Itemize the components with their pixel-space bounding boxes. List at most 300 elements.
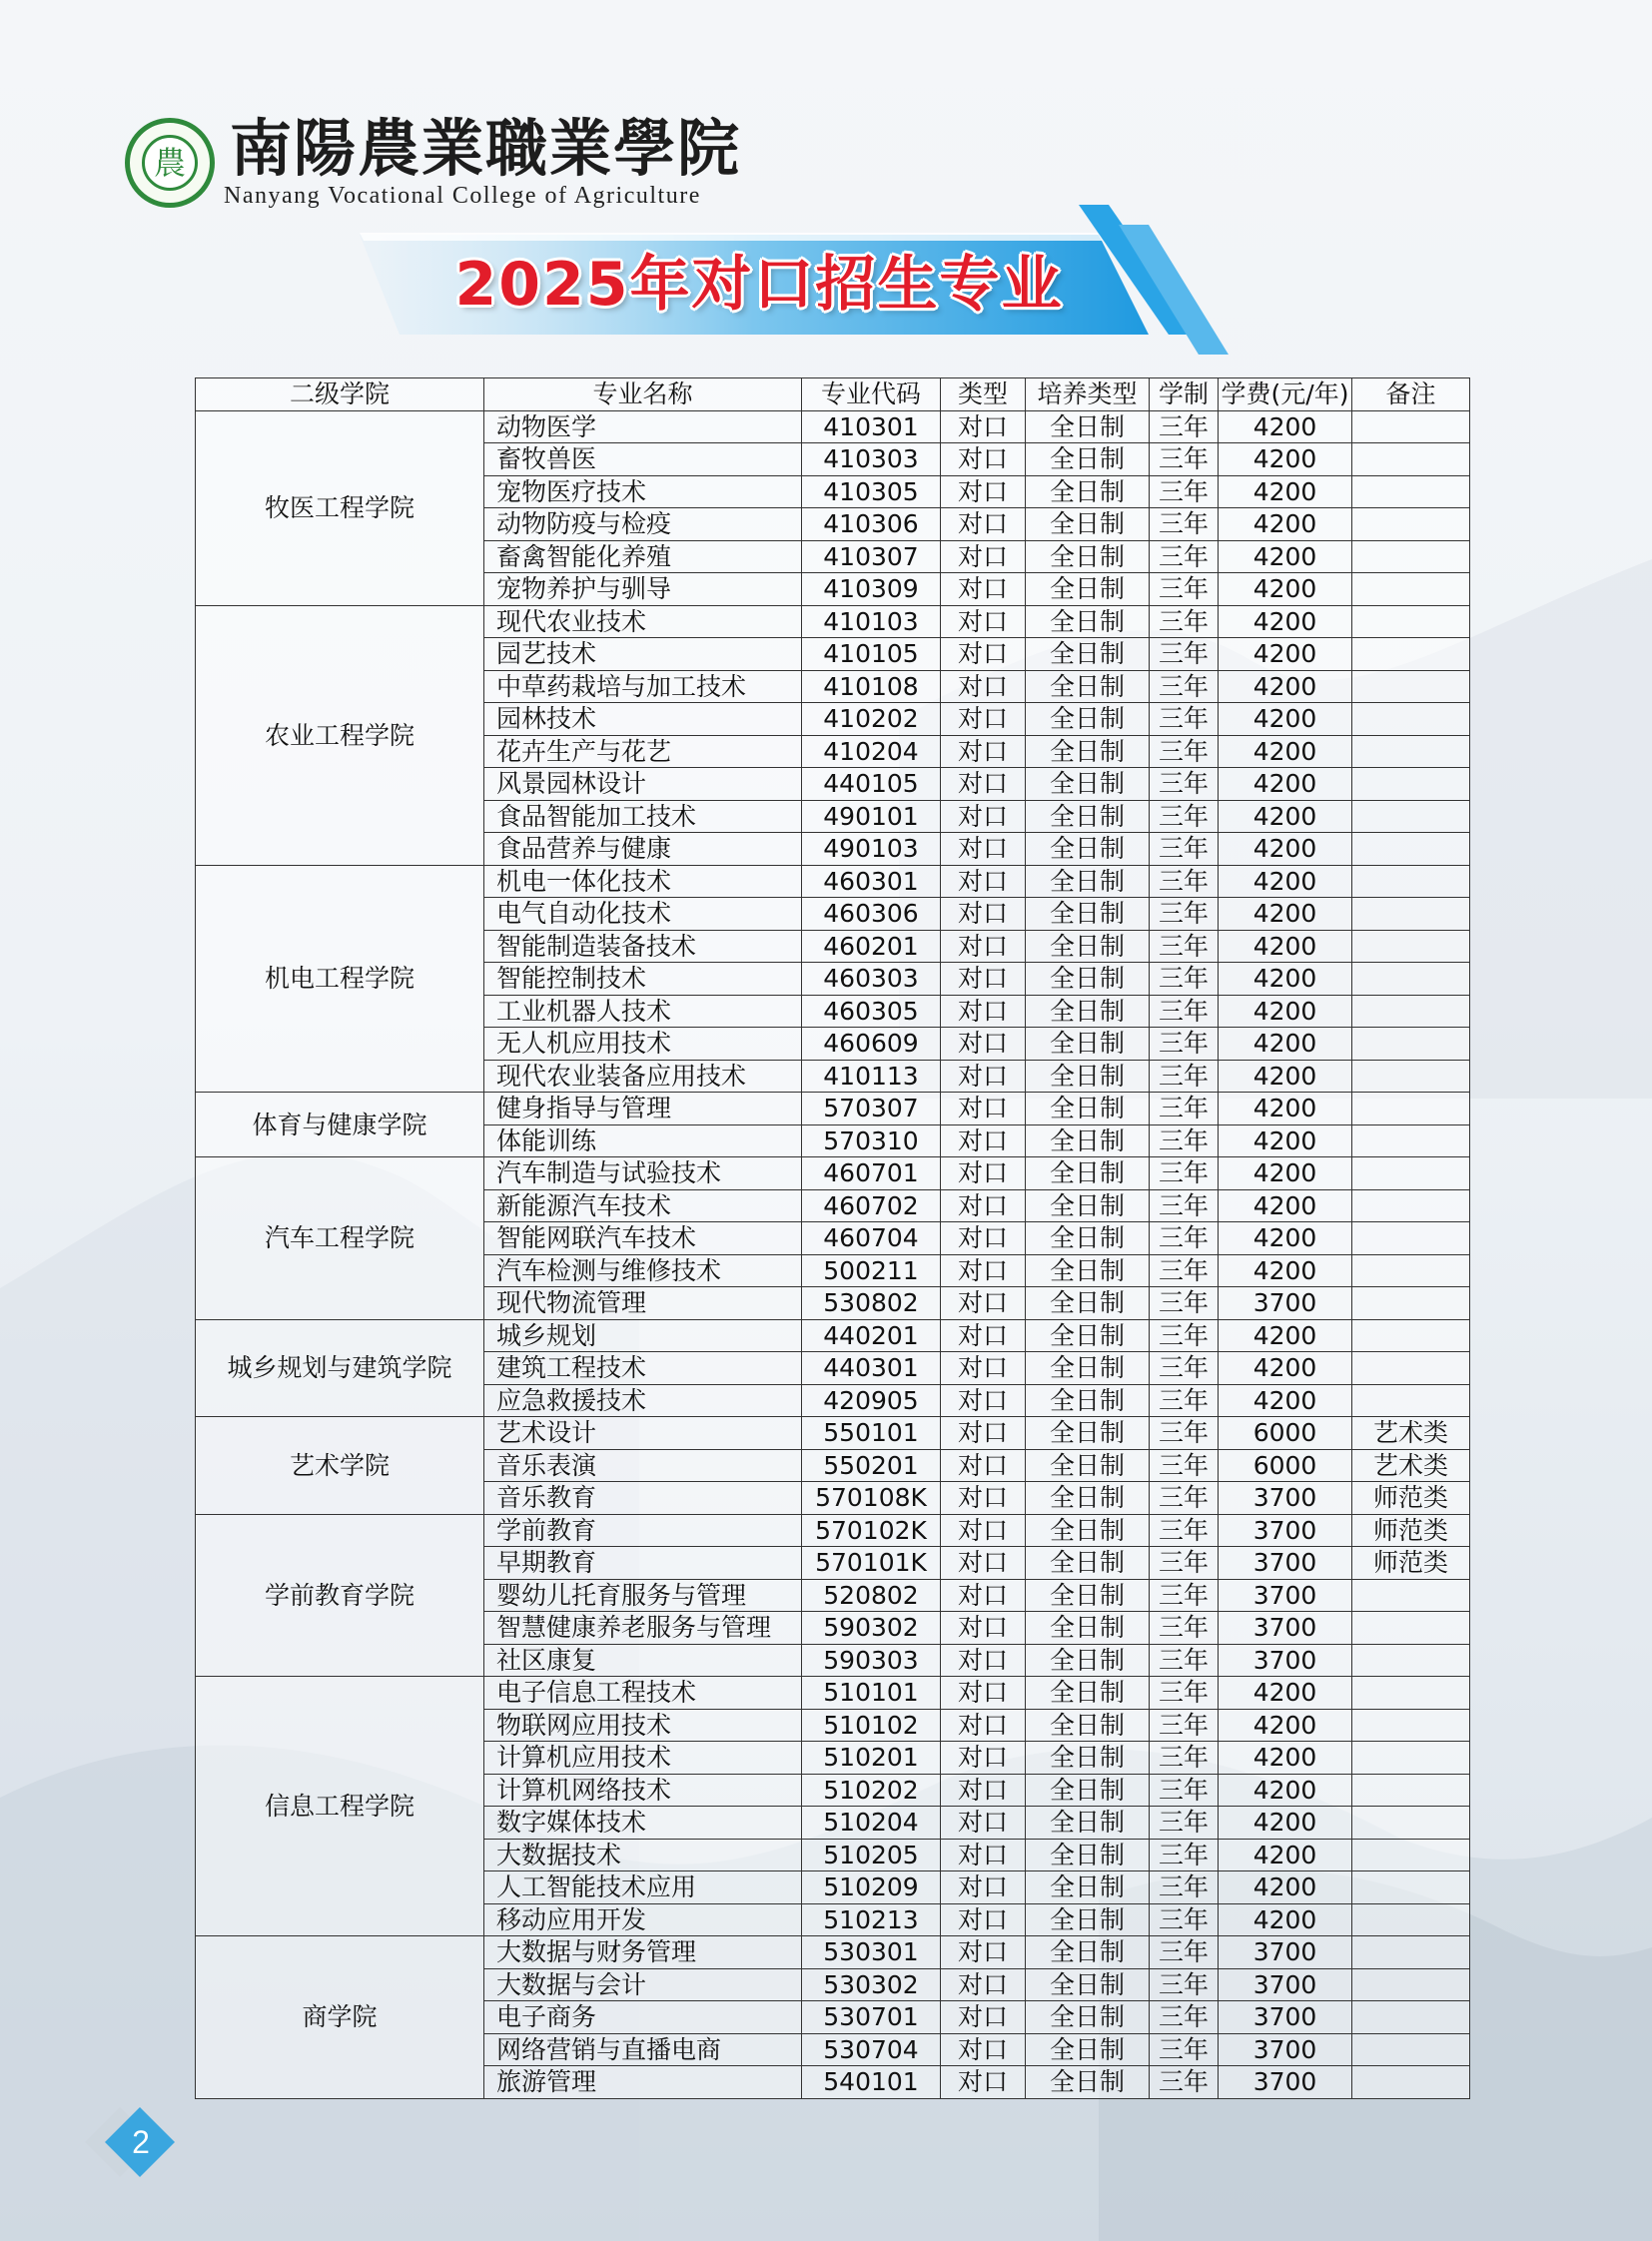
major-remark-cell xyxy=(1352,1677,1470,1710)
college-logo xyxy=(125,118,215,208)
major-name-cell: 电气自动化技术 xyxy=(484,898,802,931)
major-name-cell: 数字媒体技术 xyxy=(484,1807,802,1840)
major-training-cell: 全日制 xyxy=(1026,1319,1150,1352)
header-type: 类型 xyxy=(941,378,1026,411)
major-training-cell: 全日制 xyxy=(1026,1871,1150,1904)
table-row xyxy=(196,1514,1470,1547)
major-type-cell: 对口 xyxy=(941,1028,1026,1061)
major-type-cell: 对口 xyxy=(941,800,1026,833)
major-duration-cell: 三年 xyxy=(1150,865,1219,898)
table-row xyxy=(196,1157,1470,1190)
major-type-cell: 对口 xyxy=(941,1579,1026,1612)
major-tuition-cell: 4200 xyxy=(1219,1189,1352,1222)
major-name-cell: 大数据与财务管理 xyxy=(484,1936,802,1969)
major-tuition-cell: 4200 xyxy=(1219,1384,1352,1417)
major-tuition-cell: 4200 xyxy=(1219,1060,1352,1093)
major-code-cell: 510101 xyxy=(802,1677,941,1710)
major-tuition-cell: 3700 xyxy=(1219,2066,1352,2099)
major-remark-cell: 师范类 xyxy=(1352,1547,1470,1580)
major-code-cell: 530704 xyxy=(802,2033,941,2066)
major-name-cell: 宠物医疗技术 xyxy=(484,475,802,508)
major-tuition-cell: 3700 xyxy=(1219,1514,1352,1547)
major-remark-cell xyxy=(1352,638,1470,671)
header-college: 二级学院 xyxy=(196,378,484,411)
major-name-cell: 无人机应用技术 xyxy=(484,1028,802,1061)
major-code-cell: 490103 xyxy=(802,833,941,866)
major-code-cell: 510204 xyxy=(802,1807,941,1840)
major-remark-cell xyxy=(1352,670,1470,703)
major-code-cell: 420905 xyxy=(802,1384,941,1417)
major-name-cell: 机电一体化技术 xyxy=(484,865,802,898)
major-training-cell: 全日制 xyxy=(1026,1287,1150,1320)
major-tuition-cell: 4200 xyxy=(1219,443,1352,476)
major-training-cell: 全日制 xyxy=(1026,735,1150,768)
major-type-cell: 对口 xyxy=(941,475,1026,508)
major-code-cell: 410105 xyxy=(802,638,941,671)
major-tuition-cell: 4200 xyxy=(1219,508,1352,541)
major-code-cell: 530701 xyxy=(802,2001,941,2034)
major-remark-cell xyxy=(1352,1579,1470,1612)
major-duration-cell: 三年 xyxy=(1150,410,1219,443)
major-tuition-cell: 4200 xyxy=(1219,1352,1352,1385)
major-name-cell: 汽车检测与维修技术 xyxy=(484,1254,802,1287)
major-remark-cell xyxy=(1352,2001,1470,2034)
major-code-cell: 530302 xyxy=(802,1968,941,2001)
major-type-cell: 对口 xyxy=(941,2033,1026,2066)
major-name-cell: 旅游管理 xyxy=(484,2066,802,2099)
major-training-cell: 全日制 xyxy=(1026,1514,1150,1547)
major-tuition-cell: 3700 xyxy=(1219,1579,1352,1612)
major-type-cell: 对口 xyxy=(941,638,1026,671)
header-major-code: 专业代码 xyxy=(802,378,941,411)
major-remark-cell xyxy=(1352,1093,1470,1125)
major-type-cell: 对口 xyxy=(941,508,1026,541)
major-tuition-cell: 6000 xyxy=(1219,1449,1352,1482)
major-tuition-cell: 4200 xyxy=(1219,1254,1352,1287)
college-name-cn: 南陽農業職業學院 xyxy=(230,112,742,185)
major-training-cell: 全日制 xyxy=(1026,865,1150,898)
major-tuition-cell: 4200 xyxy=(1219,1871,1352,1904)
major-name-cell: 婴幼儿托育服务与管理 xyxy=(484,1579,802,1612)
major-training-cell: 全日制 xyxy=(1026,1774,1150,1807)
major-type-cell: 对口 xyxy=(941,2001,1026,2034)
major-name-cell: 物联网应用技术 xyxy=(484,1709,802,1742)
major-tuition-cell: 4200 xyxy=(1219,1124,1352,1157)
major-tuition-cell: 3700 xyxy=(1219,1968,1352,2001)
major-name-cell: 智慧健康养老服务与管理 xyxy=(484,1612,802,1645)
major-training-cell: 全日制 xyxy=(1026,1254,1150,1287)
major-training-cell: 全日制 xyxy=(1026,2066,1150,2099)
college-cell: 城乡规划与建筑学院 xyxy=(196,1319,484,1417)
major-code-cell: 410108 xyxy=(802,670,941,703)
major-tuition-cell: 3700 xyxy=(1219,1644,1352,1677)
major-tuition-cell: 4200 xyxy=(1219,1319,1352,1352)
major-remark-cell xyxy=(1352,768,1470,801)
major-name-cell: 计算机应用技术 xyxy=(484,1742,802,1775)
major-remark-cell xyxy=(1352,833,1470,866)
major-name-cell: 大数据技术 xyxy=(484,1839,802,1871)
major-type-cell: 对口 xyxy=(941,1514,1026,1547)
major-code-cell: 570102K xyxy=(802,1514,941,1547)
major-tuition-cell: 4200 xyxy=(1219,930,1352,963)
major-training-cell: 全日制 xyxy=(1026,1807,1150,1840)
major-tuition-cell: 3700 xyxy=(1219,1547,1352,1580)
major-name-cell: 园艺技术 xyxy=(484,638,802,671)
major-remark-cell xyxy=(1352,1644,1470,1677)
major-code-cell: 540101 xyxy=(802,2066,941,2099)
header-training-type: 培养类型 xyxy=(1026,378,1150,411)
major-duration-cell: 三年 xyxy=(1150,930,1219,963)
major-duration-cell: 三年 xyxy=(1150,1319,1219,1352)
major-code-cell: 440105 xyxy=(802,768,941,801)
major-name-cell: 建筑工程技术 xyxy=(484,1352,802,1385)
major-duration-cell: 三年 xyxy=(1150,1254,1219,1287)
major-training-cell: 全日制 xyxy=(1026,1417,1150,1450)
major-name-cell: 畜禽智能化养殖 xyxy=(484,540,802,573)
college-name-en: Nanyang Vocational College of Agriculture xyxy=(224,183,701,209)
major-tuition-cell: 4200 xyxy=(1219,638,1352,671)
major-duration-cell: 三年 xyxy=(1150,1579,1219,1612)
major-code-cell: 460303 xyxy=(802,963,941,996)
major-type-cell: 对口 xyxy=(941,833,1026,866)
major-training-cell: 全日制 xyxy=(1026,1093,1150,1125)
major-type-cell: 对口 xyxy=(941,1157,1026,1190)
major-tuition-cell: 3700 xyxy=(1219,2001,1352,2034)
header-duration: 学制 xyxy=(1150,378,1219,411)
major-code-cell: 460704 xyxy=(802,1222,941,1255)
major-code-cell: 510201 xyxy=(802,1742,941,1775)
major-remark-cell: 师范类 xyxy=(1352,1514,1470,1547)
college-cell: 体育与健康学院 xyxy=(196,1093,484,1157)
major-remark-cell xyxy=(1352,1028,1470,1061)
major-name-cell: 网络营销与直播电商 xyxy=(484,2033,802,2066)
major-name-cell: 电子信息工程技术 xyxy=(484,1677,802,1710)
major-remark-cell xyxy=(1352,1222,1470,1255)
major-name-cell: 现代物流管理 xyxy=(484,1287,802,1320)
college-cell: 牧医工程学院 xyxy=(196,410,484,605)
major-name-cell: 风景园林设计 xyxy=(484,768,802,801)
major-remark-cell xyxy=(1352,963,1470,996)
major-duration-cell: 三年 xyxy=(1150,963,1219,996)
major-training-cell: 全日制 xyxy=(1026,475,1150,508)
major-type-cell: 对口 xyxy=(941,1124,1026,1157)
major-name-cell: 动物防疫与检疫 xyxy=(484,508,802,541)
major-type-cell: 对口 xyxy=(941,1482,1026,1515)
major-duration-cell: 三年 xyxy=(1150,833,1219,866)
major-name-cell: 早期教育 xyxy=(484,1547,802,1580)
major-training-cell: 全日制 xyxy=(1026,898,1150,931)
major-name-cell: 畜牧兽医 xyxy=(484,443,802,476)
major-remark-cell xyxy=(1352,443,1470,476)
major-type-cell: 对口 xyxy=(941,1449,1026,1482)
major-remark-cell xyxy=(1352,1352,1470,1385)
major-tuition-cell: 3700 xyxy=(1219,1936,1352,1969)
major-type-cell: 对口 xyxy=(941,1644,1026,1677)
major-remark-cell xyxy=(1352,800,1470,833)
major-training-cell: 全日制 xyxy=(1026,1352,1150,1385)
major-type-cell: 对口 xyxy=(941,1189,1026,1222)
major-training-cell: 全日制 xyxy=(1026,930,1150,963)
major-type-cell: 对口 xyxy=(941,1936,1026,1969)
major-duration-cell: 三年 xyxy=(1150,670,1219,703)
major-duration-cell: 三年 xyxy=(1150,1093,1219,1125)
major-type-cell: 对口 xyxy=(941,1677,1026,1710)
table-row xyxy=(196,1319,1470,1352)
major-name-cell: 工业机器人技术 xyxy=(484,995,802,1028)
major-training-cell: 全日制 xyxy=(1026,1384,1150,1417)
college-cell: 汽车工程学院 xyxy=(196,1157,484,1320)
major-duration-cell: 三年 xyxy=(1150,540,1219,573)
major-training-cell: 全日制 xyxy=(1026,1968,1150,2001)
major-duration-cell: 三年 xyxy=(1150,1157,1219,1190)
major-name-cell: 宠物养护与驯导 xyxy=(484,573,802,606)
major-tuition-cell: 4200 xyxy=(1219,1677,1352,1710)
major-name-cell: 智能制造装备技术 xyxy=(484,930,802,963)
major-training-cell: 全日制 xyxy=(1026,410,1150,443)
major-code-cell: 510202 xyxy=(802,1774,941,1807)
major-code-cell: 510205 xyxy=(802,1839,941,1871)
major-code-cell: 410202 xyxy=(802,703,941,736)
major-code-cell: 500211 xyxy=(802,1254,941,1287)
major-training-cell: 全日制 xyxy=(1026,703,1150,736)
table-row xyxy=(196,1677,1470,1710)
major-remark-cell xyxy=(1352,475,1470,508)
major-name-cell: 汽车制造与试验技术 xyxy=(484,1157,802,1190)
major-tuition-cell: 4200 xyxy=(1219,475,1352,508)
major-remark-cell xyxy=(1352,1254,1470,1287)
major-code-cell: 460201 xyxy=(802,930,941,963)
major-remark-cell xyxy=(1352,1968,1470,2001)
major-tuition-cell: 3700 xyxy=(1219,1482,1352,1515)
major-training-cell: 全日制 xyxy=(1026,1157,1150,1190)
major-tuition-cell: 4200 xyxy=(1219,1742,1352,1775)
major-tuition-cell: 4200 xyxy=(1219,703,1352,736)
college-cell: 学前教育学院 xyxy=(196,1514,484,1677)
major-type-cell: 对口 xyxy=(941,1319,1026,1352)
major-type-cell: 对口 xyxy=(941,1612,1026,1645)
major-training-cell: 全日制 xyxy=(1026,1449,1150,1482)
major-name-cell: 现代农业装备应用技术 xyxy=(484,1060,802,1093)
major-training-cell: 全日制 xyxy=(1026,1677,1150,1710)
major-duration-cell: 三年 xyxy=(1150,2001,1219,2034)
major-training-cell: 全日制 xyxy=(1026,1612,1150,1645)
major-name-cell: 园林技术 xyxy=(484,703,802,736)
major-duration-cell: 三年 xyxy=(1150,1774,1219,1807)
major-code-cell: 460301 xyxy=(802,865,941,898)
major-remark-cell xyxy=(1352,573,1470,606)
major-remark-cell xyxy=(1352,1709,1470,1742)
major-remark-cell xyxy=(1352,1839,1470,1871)
major-type-cell: 对口 xyxy=(941,1871,1026,1904)
page-number: 2 xyxy=(132,2124,150,2160)
major-name-cell: 体能训练 xyxy=(484,1124,802,1157)
major-type-cell: 对口 xyxy=(941,1968,1026,2001)
major-tuition-cell: 4200 xyxy=(1219,1157,1352,1190)
major-duration-cell: 三年 xyxy=(1150,1060,1219,1093)
major-duration-cell: 三年 xyxy=(1150,1547,1219,1580)
table-header-row xyxy=(196,378,1470,411)
major-tuition-cell: 4200 xyxy=(1219,1709,1352,1742)
major-tuition-cell: 4200 xyxy=(1219,1222,1352,1255)
major-training-cell: 全日制 xyxy=(1026,1579,1150,1612)
major-duration-cell: 三年 xyxy=(1150,995,1219,1028)
table-row xyxy=(196,1936,1470,1969)
major-training-cell: 全日制 xyxy=(1026,605,1150,638)
major-duration-cell: 三年 xyxy=(1150,1709,1219,1742)
major-duration-cell: 三年 xyxy=(1150,1222,1219,1255)
major-tuition-cell: 4200 xyxy=(1219,800,1352,833)
major-code-cell: 410309 xyxy=(802,573,941,606)
major-remark-cell xyxy=(1352,1903,1470,1936)
major-remark-cell xyxy=(1352,1189,1470,1222)
major-training-cell: 全日制 xyxy=(1026,1839,1150,1871)
major-type-cell: 对口 xyxy=(941,1547,1026,1580)
major-duration-cell: 三年 xyxy=(1150,475,1219,508)
major-training-cell: 全日制 xyxy=(1026,1547,1150,1580)
major-training-cell: 全日制 xyxy=(1026,1189,1150,1222)
major-code-cell: 520802 xyxy=(802,1579,941,1612)
major-training-cell: 全日制 xyxy=(1026,833,1150,866)
major-duration-cell: 三年 xyxy=(1150,1514,1219,1547)
table-row xyxy=(196,410,1470,443)
major-training-cell: 全日制 xyxy=(1026,1644,1150,1677)
major-code-cell: 410306 xyxy=(802,508,941,541)
major-tuition-cell: 4200 xyxy=(1219,1028,1352,1061)
major-training-cell: 全日制 xyxy=(1026,800,1150,833)
major-type-cell: 对口 xyxy=(941,1807,1026,1840)
major-name-cell: 新能源汽车技术 xyxy=(484,1189,802,1222)
major-remark-cell xyxy=(1352,605,1470,638)
major-tuition-cell: 4200 xyxy=(1219,995,1352,1028)
major-tuition-cell: 4200 xyxy=(1219,1839,1352,1871)
table-row xyxy=(196,1417,1470,1450)
major-duration-cell: 三年 xyxy=(1150,2033,1219,2066)
major-training-cell: 全日制 xyxy=(1026,1482,1150,1515)
major-tuition-cell: 4200 xyxy=(1219,573,1352,606)
major-duration-cell: 三年 xyxy=(1150,605,1219,638)
major-duration-cell: 三年 xyxy=(1150,1482,1219,1515)
major-training-cell: 全日制 xyxy=(1026,1124,1150,1157)
major-type-cell: 对口 xyxy=(941,1709,1026,1742)
major-duration-cell: 三年 xyxy=(1150,2066,1219,2099)
major-duration-cell: 三年 xyxy=(1150,1417,1219,1450)
major-name-cell: 人工智能技术应用 xyxy=(484,1871,802,1904)
major-code-cell: 590302 xyxy=(802,1612,941,1645)
major-duration-cell: 三年 xyxy=(1150,1449,1219,1482)
major-duration-cell: 三年 xyxy=(1150,703,1219,736)
major-code-cell: 410113 xyxy=(802,1060,941,1093)
major-code-cell: 440301 xyxy=(802,1352,941,1385)
major-name-cell: 食品营养与健康 xyxy=(484,833,802,866)
college-cell: 机电工程学院 xyxy=(196,865,484,1093)
major-remark-cell xyxy=(1352,1384,1470,1417)
major-name-cell: 移动应用开发 xyxy=(484,1903,802,1936)
college-cell: 信息工程学院 xyxy=(196,1677,484,1936)
major-code-cell: 410204 xyxy=(802,735,941,768)
major-name-cell: 健身指导与管理 xyxy=(484,1093,802,1125)
major-duration-cell: 三年 xyxy=(1150,1028,1219,1061)
major-training-cell: 全日制 xyxy=(1026,573,1150,606)
major-type-cell: 对口 xyxy=(941,605,1026,638)
page-number-badge xyxy=(75,2097,185,2187)
major-name-cell: 艺术设计 xyxy=(484,1417,802,1450)
major-training-cell: 全日制 xyxy=(1026,1060,1150,1093)
major-training-cell: 全日制 xyxy=(1026,540,1150,573)
major-code-cell: 530301 xyxy=(802,1936,941,1969)
major-code-cell: 550201 xyxy=(802,1449,941,1482)
major-duration-cell: 三年 xyxy=(1150,800,1219,833)
major-tuition-cell: 4200 xyxy=(1219,670,1352,703)
major-name-cell: 音乐表演 xyxy=(484,1449,802,1482)
major-duration-cell: 三年 xyxy=(1150,735,1219,768)
major-tuition-cell: 3700 xyxy=(1219,2033,1352,2066)
major-tuition-cell: 4200 xyxy=(1219,865,1352,898)
major-training-cell: 全日制 xyxy=(1026,508,1150,541)
major-name-cell: 音乐教育 xyxy=(484,1482,802,1515)
major-name-cell: 社区康复 xyxy=(484,1644,802,1677)
major-duration-cell: 三年 xyxy=(1150,638,1219,671)
major-tuition-cell: 4200 xyxy=(1219,410,1352,443)
major-training-cell: 全日制 xyxy=(1026,443,1150,476)
major-remark-cell xyxy=(1352,410,1470,443)
major-training-cell: 全日制 xyxy=(1026,670,1150,703)
major-remark-cell: 艺术类 xyxy=(1352,1449,1470,1482)
major-type-cell: 对口 xyxy=(941,410,1026,443)
major-code-cell: 570307 xyxy=(802,1093,941,1125)
major-code-cell: 460305 xyxy=(802,995,941,1028)
major-duration-cell: 三年 xyxy=(1150,1384,1219,1417)
majors-table xyxy=(195,377,1470,2099)
table-body xyxy=(196,410,1470,2098)
major-remark-cell xyxy=(1352,1807,1470,1840)
major-training-cell: 全日制 xyxy=(1026,1709,1150,1742)
major-tuition-cell: 4200 xyxy=(1219,605,1352,638)
title-banner xyxy=(360,205,1239,365)
banner-title: 2025年对口招生专业 xyxy=(454,250,1064,320)
major-remark-cell: 艺术类 xyxy=(1352,1417,1470,1450)
college-cell: 商学院 xyxy=(196,1936,484,2099)
major-duration-cell: 三年 xyxy=(1150,1287,1219,1320)
header-major-name: 专业名称 xyxy=(484,378,802,411)
major-tuition-cell: 4200 xyxy=(1219,1774,1352,1807)
major-tuition-cell: 4200 xyxy=(1219,540,1352,573)
major-code-cell: 490101 xyxy=(802,800,941,833)
major-name-cell: 计算机网络技术 xyxy=(484,1774,802,1807)
major-type-cell: 对口 xyxy=(941,1060,1026,1093)
major-training-cell: 全日制 xyxy=(1026,1903,1150,1936)
major-remark-cell xyxy=(1352,2066,1470,2099)
major-name-cell: 智能控制技术 xyxy=(484,963,802,996)
major-duration-cell: 三年 xyxy=(1150,1936,1219,1969)
major-training-cell: 全日制 xyxy=(1026,1028,1150,1061)
header-remarks: 备注 xyxy=(1352,378,1470,411)
college-header xyxy=(120,110,742,220)
header-tuition: 学费(元/年) xyxy=(1219,378,1352,411)
major-duration-cell: 三年 xyxy=(1150,1124,1219,1157)
major-type-cell: 对口 xyxy=(941,1352,1026,1385)
major-remark-cell xyxy=(1352,508,1470,541)
major-duration-cell: 三年 xyxy=(1150,898,1219,931)
major-duration-cell: 三年 xyxy=(1150,1189,1219,1222)
major-tuition-cell: 4200 xyxy=(1219,1903,1352,1936)
major-type-cell: 对口 xyxy=(941,963,1026,996)
major-code-cell: 530802 xyxy=(802,1287,941,1320)
major-type-cell: 对口 xyxy=(941,995,1026,1028)
major-training-cell: 全日制 xyxy=(1026,768,1150,801)
major-remark-cell xyxy=(1352,1612,1470,1645)
major-remark-cell xyxy=(1352,995,1470,1028)
major-code-cell: 410307 xyxy=(802,540,941,573)
